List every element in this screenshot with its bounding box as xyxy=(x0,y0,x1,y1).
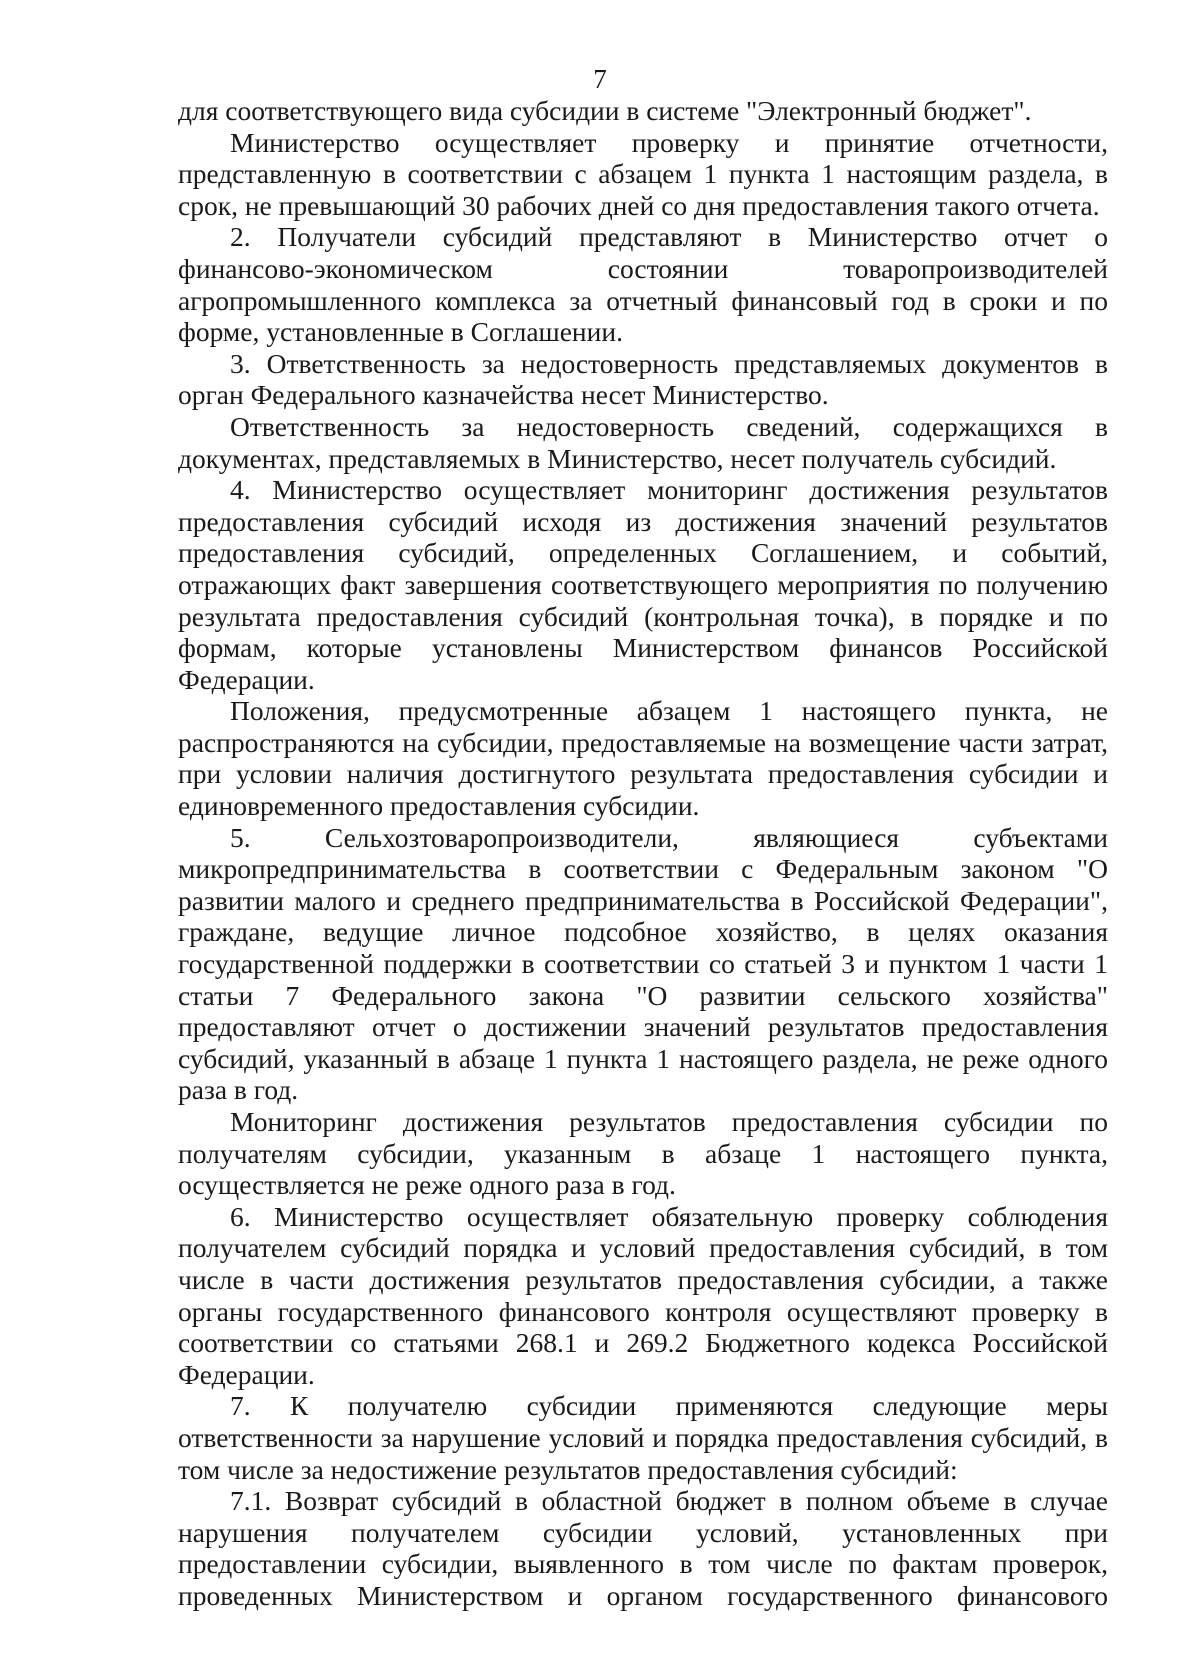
paragraph: 2. Получатели субсидий представляют в Министерство отчет о финансово-экономическом состоянии товаропроизводителей агропромышленного комплекса за отчетный финансовый год в сроки и по форме, установленные в Соглашении. xyxy=(178,221,1108,348)
document-body xyxy=(178,95,1108,1612)
paragraph: 7. К получателю субсидии применяются следующие меры ответственности за нарушение условий и порядка предоставления субсидий, в том числе за недостижение результатов предоставления субсидий: xyxy=(178,1390,1108,1485)
paragraph: для соответствующего вида субсидии в системе "Электронный бюджет". xyxy=(178,95,1032,126)
paragraph: 3. Ответственность за недостоверность представляемых документов в орган Федерального казначейства несет Министерство. xyxy=(178,347,1108,411)
paragraph: 6. Министерство осуществляет обязательную проверку соблюдения получателем субсидий порядка и условий предоставления субсидий, в том числе в части достижения результатов предоставления субсидии, а также органы государственного финансового контроля осуществляют проверку в соответствии со статьями 268.1 и 269.2 Бюджетного кодекса Российской Федерации. xyxy=(178,1200,1108,1390)
paragraph: 5. Сельхозтоваропроизводители, являющиеся субъектами микропредпринимательства в соответствии с Федеральным законом "О развитии малого и среднего предпринимательства в Российской Федерации", граждане, ведущие личное подсобное хозяйство, в целях оказания государственной поддержки в соответствии со статьей 3 и пунктом 1 части 1 статьи 7 Федерального закона "О развитии сельского хозяйства" предоставляют отчет о достижении значений результатов предоставления субсидий, указанный в абзаце 1 пункта 1 настоящего раздела, не реже одного раза в год. xyxy=(178,821,1108,1106)
paragraph: Министерство осуществляет проверку и принятие отчетности, представленную в соответствии с абзацем 1 пункта 1 настоящим раздела, в срок, не превышающий 30 рабочих дней со дня предоставления такого отчета. xyxy=(178,126,1108,221)
paragraph: Ответственность за недостоверность сведений, содержащихся в документах, представляемых в Министерство, несет получатель субсидий. xyxy=(178,410,1108,474)
page-number: 7 xyxy=(593,64,607,94)
paragraph: Мониторинг достижения результатов предоставления субсидии по получателям субсидии, указанным в абзаце 1 настоящего пункта, осуществляется не реже одного раза в год. xyxy=(178,1106,1108,1201)
paragraph: Положения, предусмотренные абзацем 1 настоящего пункта, не распространяются на субсидии, предоставляемые на возмещение части затрат, при условии наличия достигнутого результата предоставления субсидии и единовременного предоставления субсидии. xyxy=(178,695,1108,822)
paragraph: 7.1. Возврат субсидий в областной бюджет в полном объеме в случае нарушения получателем субсидии условий, установленных при предоставлении субсидии, выявленного в том числе по фактам проверок, проведенных Министерством и органом государственного финансового xyxy=(178,1485,1108,1611)
paragraph: 4. Министерство осуществляет мониторинг достижения результатов предоставления субсидий исходя из достижения значений результатов предоставления субсидий, определенных Соглашением, и событий, отражающих факт завершения соответствующего мероприятия по получению результата предоставления субсидий (контрольная точка), в порядке и по формам, которые установлены Министерством финансов Российской Федерации. xyxy=(178,474,1108,695)
